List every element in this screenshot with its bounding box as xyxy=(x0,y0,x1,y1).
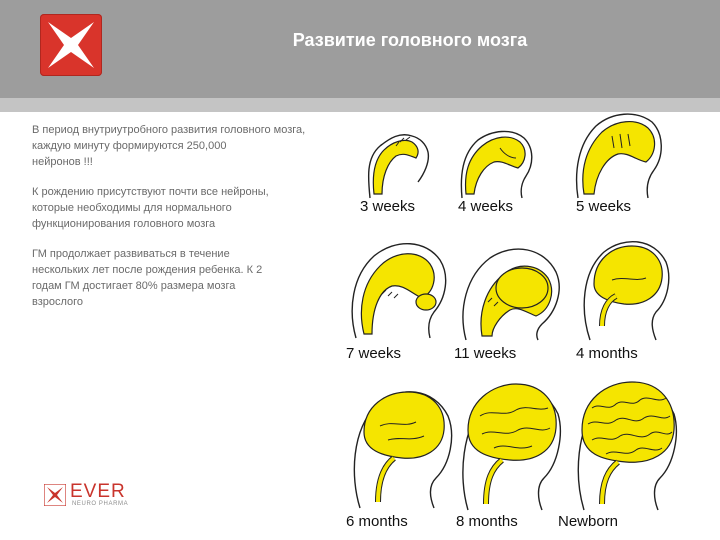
brain-development-figure xyxy=(330,100,720,540)
stage-label: 3 weeks xyxy=(360,198,416,215)
stage-label: 6 months xyxy=(346,513,408,530)
stage-6-months xyxy=(344,376,454,510)
paragraph-3: ГМ продолжает развиваться в течение нескольких лет после рождения ребенка. К 2 годам ГМ достигает 80% размера мозга взрослого xyxy=(32,248,263,308)
stage-label: 7 weeks xyxy=(346,345,402,362)
stage-label: 8 months xyxy=(456,513,518,530)
logo-icon xyxy=(40,14,102,76)
brand-mark-icon xyxy=(44,484,66,506)
brand-logo xyxy=(44,481,154,514)
stage-11-weeks xyxy=(452,232,562,342)
paragraph-2: К рождению присутствуют почти все нейроны, которые необходимы для нормального функционирования головного мозга xyxy=(32,186,269,230)
stage-5-weeks xyxy=(568,104,678,200)
stage-label: 4 months xyxy=(576,345,638,362)
stage-4-weeks xyxy=(452,118,562,200)
brand-name: EVER xyxy=(70,481,126,502)
stage-label: 11 weeks xyxy=(454,345,517,362)
page-title: Развитие головного мозга xyxy=(292,30,528,50)
stage-7-weeks xyxy=(342,228,452,340)
paragraph-1: В период внутриутробного развития головного мозга, каждую минуту формируются 250,000 нейронов !!! xyxy=(32,124,306,168)
text-column xyxy=(32,122,322,324)
brand-subtitle: NEURO PHARMA xyxy=(72,501,129,507)
stage-8-months xyxy=(454,372,564,512)
stage-newborn xyxy=(570,372,680,512)
stage-label: 4 weeks xyxy=(458,198,514,215)
stage-label: Newborn xyxy=(558,513,619,530)
stage-4-months xyxy=(572,226,682,342)
stage-label: 5 weeks xyxy=(576,198,632,215)
